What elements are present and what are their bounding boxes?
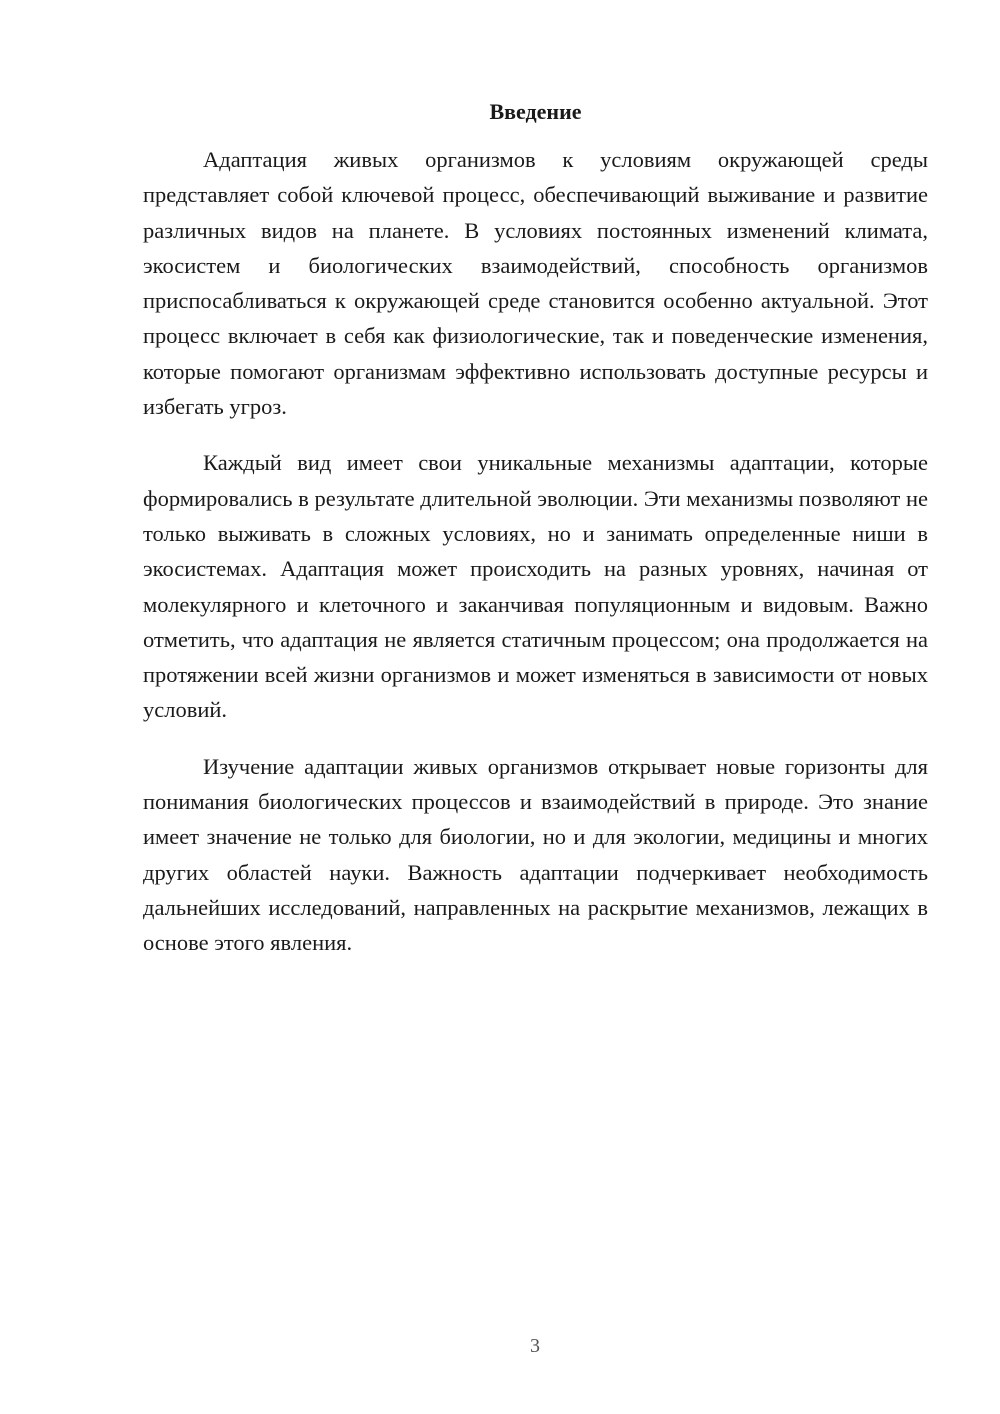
paragraph-2: Каждый вид имеет свои уникальные механизмы адаптации, которые формировались в результате длительной эволюции. Эти механизмы позволяют не только выживать в сложных условиях, но и занимать определенные ниши в экосистемах. Адаптация может происходить на разных уровнях, начиная от молекулярного и клеточного и заканчивая популяционным и видовым. Важно отметить, что адаптация не является статичным процессом; она продолжается на протяжении всей жизни организмов и может изменяться в зависимости от новых условий. [143, 450, 928, 723]
paragraph-1: Адаптация живых организмов к условиям окружающей среды представляет собой ключевой процесс, обеспечивающий выживание и развитие различных видов на планете. В условиях постоянных изменений климата, экосистем и биологических взаимодействий, способность организмов приспосабливаться к окружающей среде становится особенно актуальной. Этот процесс включает в себя как физиологические, так и поведенческие изменения, которые помогают организмам эффективно использовать доступные ресурсы и избегать угроз. [143, 147, 928, 420]
paragraph-3: Изучение адаптации живых организмов открывает новые горизонты для понимания биологических процессов и взаимодействий в природе. Это знание имеет значение не только для биологии, но и для экологии, медицины и многих других областей науки. Важность адаптации подчеркивает необходимость дальнейших исследований, направленных на раскрытие механизмов, лежащих в основе этого явления. [143, 753, 928, 956]
page-number: 3 [530, 1335, 540, 1357]
document-body [143, 142, 928, 982]
page-title: Введение [489, 99, 582, 124]
